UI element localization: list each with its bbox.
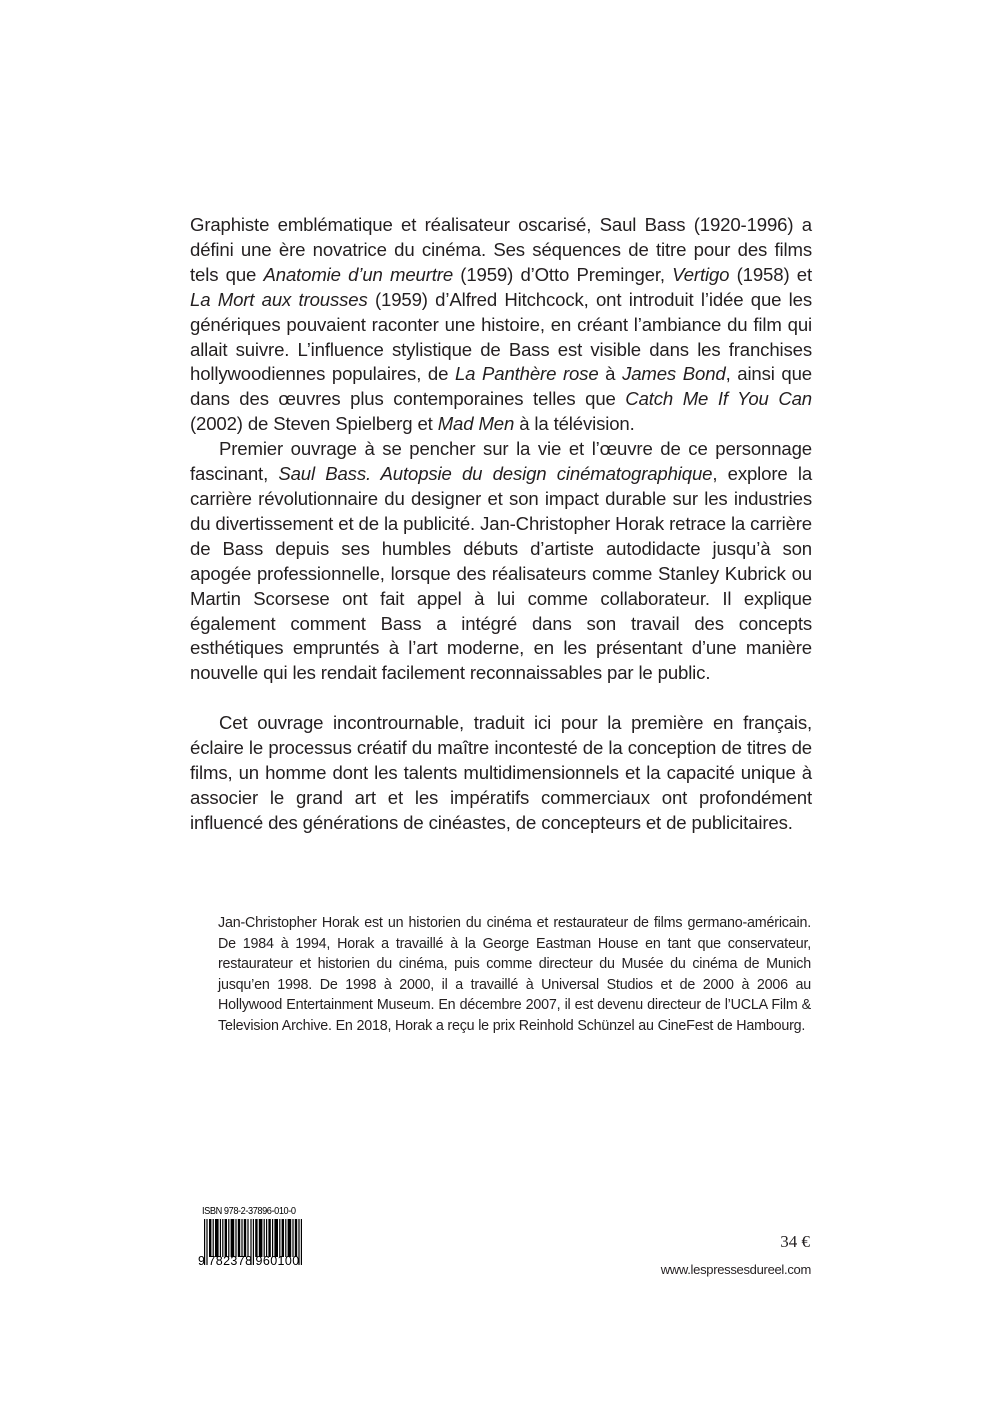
publisher-website: www.lespressesdureel.com [660, 1262, 811, 1277]
description-paragraph-3: Cet ouvrage incontrournable, traduit ici pour la première en français, éclaire le processus créatif du maître incontesté de la conception de titres de films, un homme dont les talents multidimensionnels et la capacité unique à associer le grand art et les impératifs commerciaux ont profondément influencé des générations de cinéastes, de concepteurs et de publicitaires. [190, 712, 812, 833]
book-description [190, 213, 812, 836]
author-bio-text: Jan-Christopher Horak est un historien du cinéma et restaurateur de films germano-américain. De 1984 à 1994, Horak a travaillé à la George Eastman House en tant que conservateur, restaurateur et historien du cinéma, puis comme directeur du Musée du cinéma de Munich jusqu’en 1998. De 1998 à 2000, il a travaillé à Universal Studios et de 2000 à 2006 au Hollywood Entertainment Museum. En décembre 2007, il est devenu directeur de l’UCLA Film & Television Archive. En 2018, Horak a reçu le prix Reinhold Schünzel au CineFest de Hambourg. [218, 915, 811, 1034]
price: 34 € [780, 1232, 810, 1251]
barcode-digits-right: 960100 [255, 1254, 300, 1268]
barcode-digit-lead: 9 [198, 1254, 206, 1268]
description-paragraph-2: Premier ouvrage à se pencher sur la vie et l’œuvre de ce personnage fascinant, Saul Bass. Autopsie du design cinématographique, explore la carrière révolutionnaire du designer et son impact durable sur les industries du divertissement et de la publicité. Jan-Christopher Horak retrace la carrière de Bass depuis ses humbles débuts d’artiste autodidacte jusqu’à son apogée professionnelle, lorsque des réalisateurs comme Stanley Kubrick ou Martin Scorsese ont fait appel à lui comme collaborateur. Il explique également comment Bass a intégré dans son travail des concepts esthétiques empruntés à l’art moderne, en les présentant d’une manière nouvelle qui les rendait facilement reconnaissables par le public. [190, 438, 813, 684]
isbn-label: ISBN 978-2-37896-010-0 [202, 1205, 296, 1217]
isbn-barcode [198, 1205, 313, 1275]
description-paragraph-1: Graphiste emblématique et réalisateur oscarisé, Saul Bass (1920-1996) a défini une ère novatrice du cinéma. Ses séquences de titre pour des films tels que Anatomie d’un meurtre (1959) d’Otto Preminger, Vertigo (1958) et La Mort aux trousses (1959) d’Alfred Hitchcock, ont introduit l’idée que les génériques pouvaient raconter une histoire, en créant l’ambiance du film qui allait suivre. L’influence stylistique de Bass est visible dans les franchises hollywoodiennes populaires, de La Panthère rose à James Bond, ainsi que dans des œuvres plus contemporaines telles que Catch Me If You Can (2002) de Steven Spielberg et Mad Men à la télévision. [190, 214, 812, 435]
barcode-digits [198, 1254, 300, 1268]
author-bio [218, 913, 811, 1036]
barcode-digits-left: 782378 [208, 1254, 253, 1268]
